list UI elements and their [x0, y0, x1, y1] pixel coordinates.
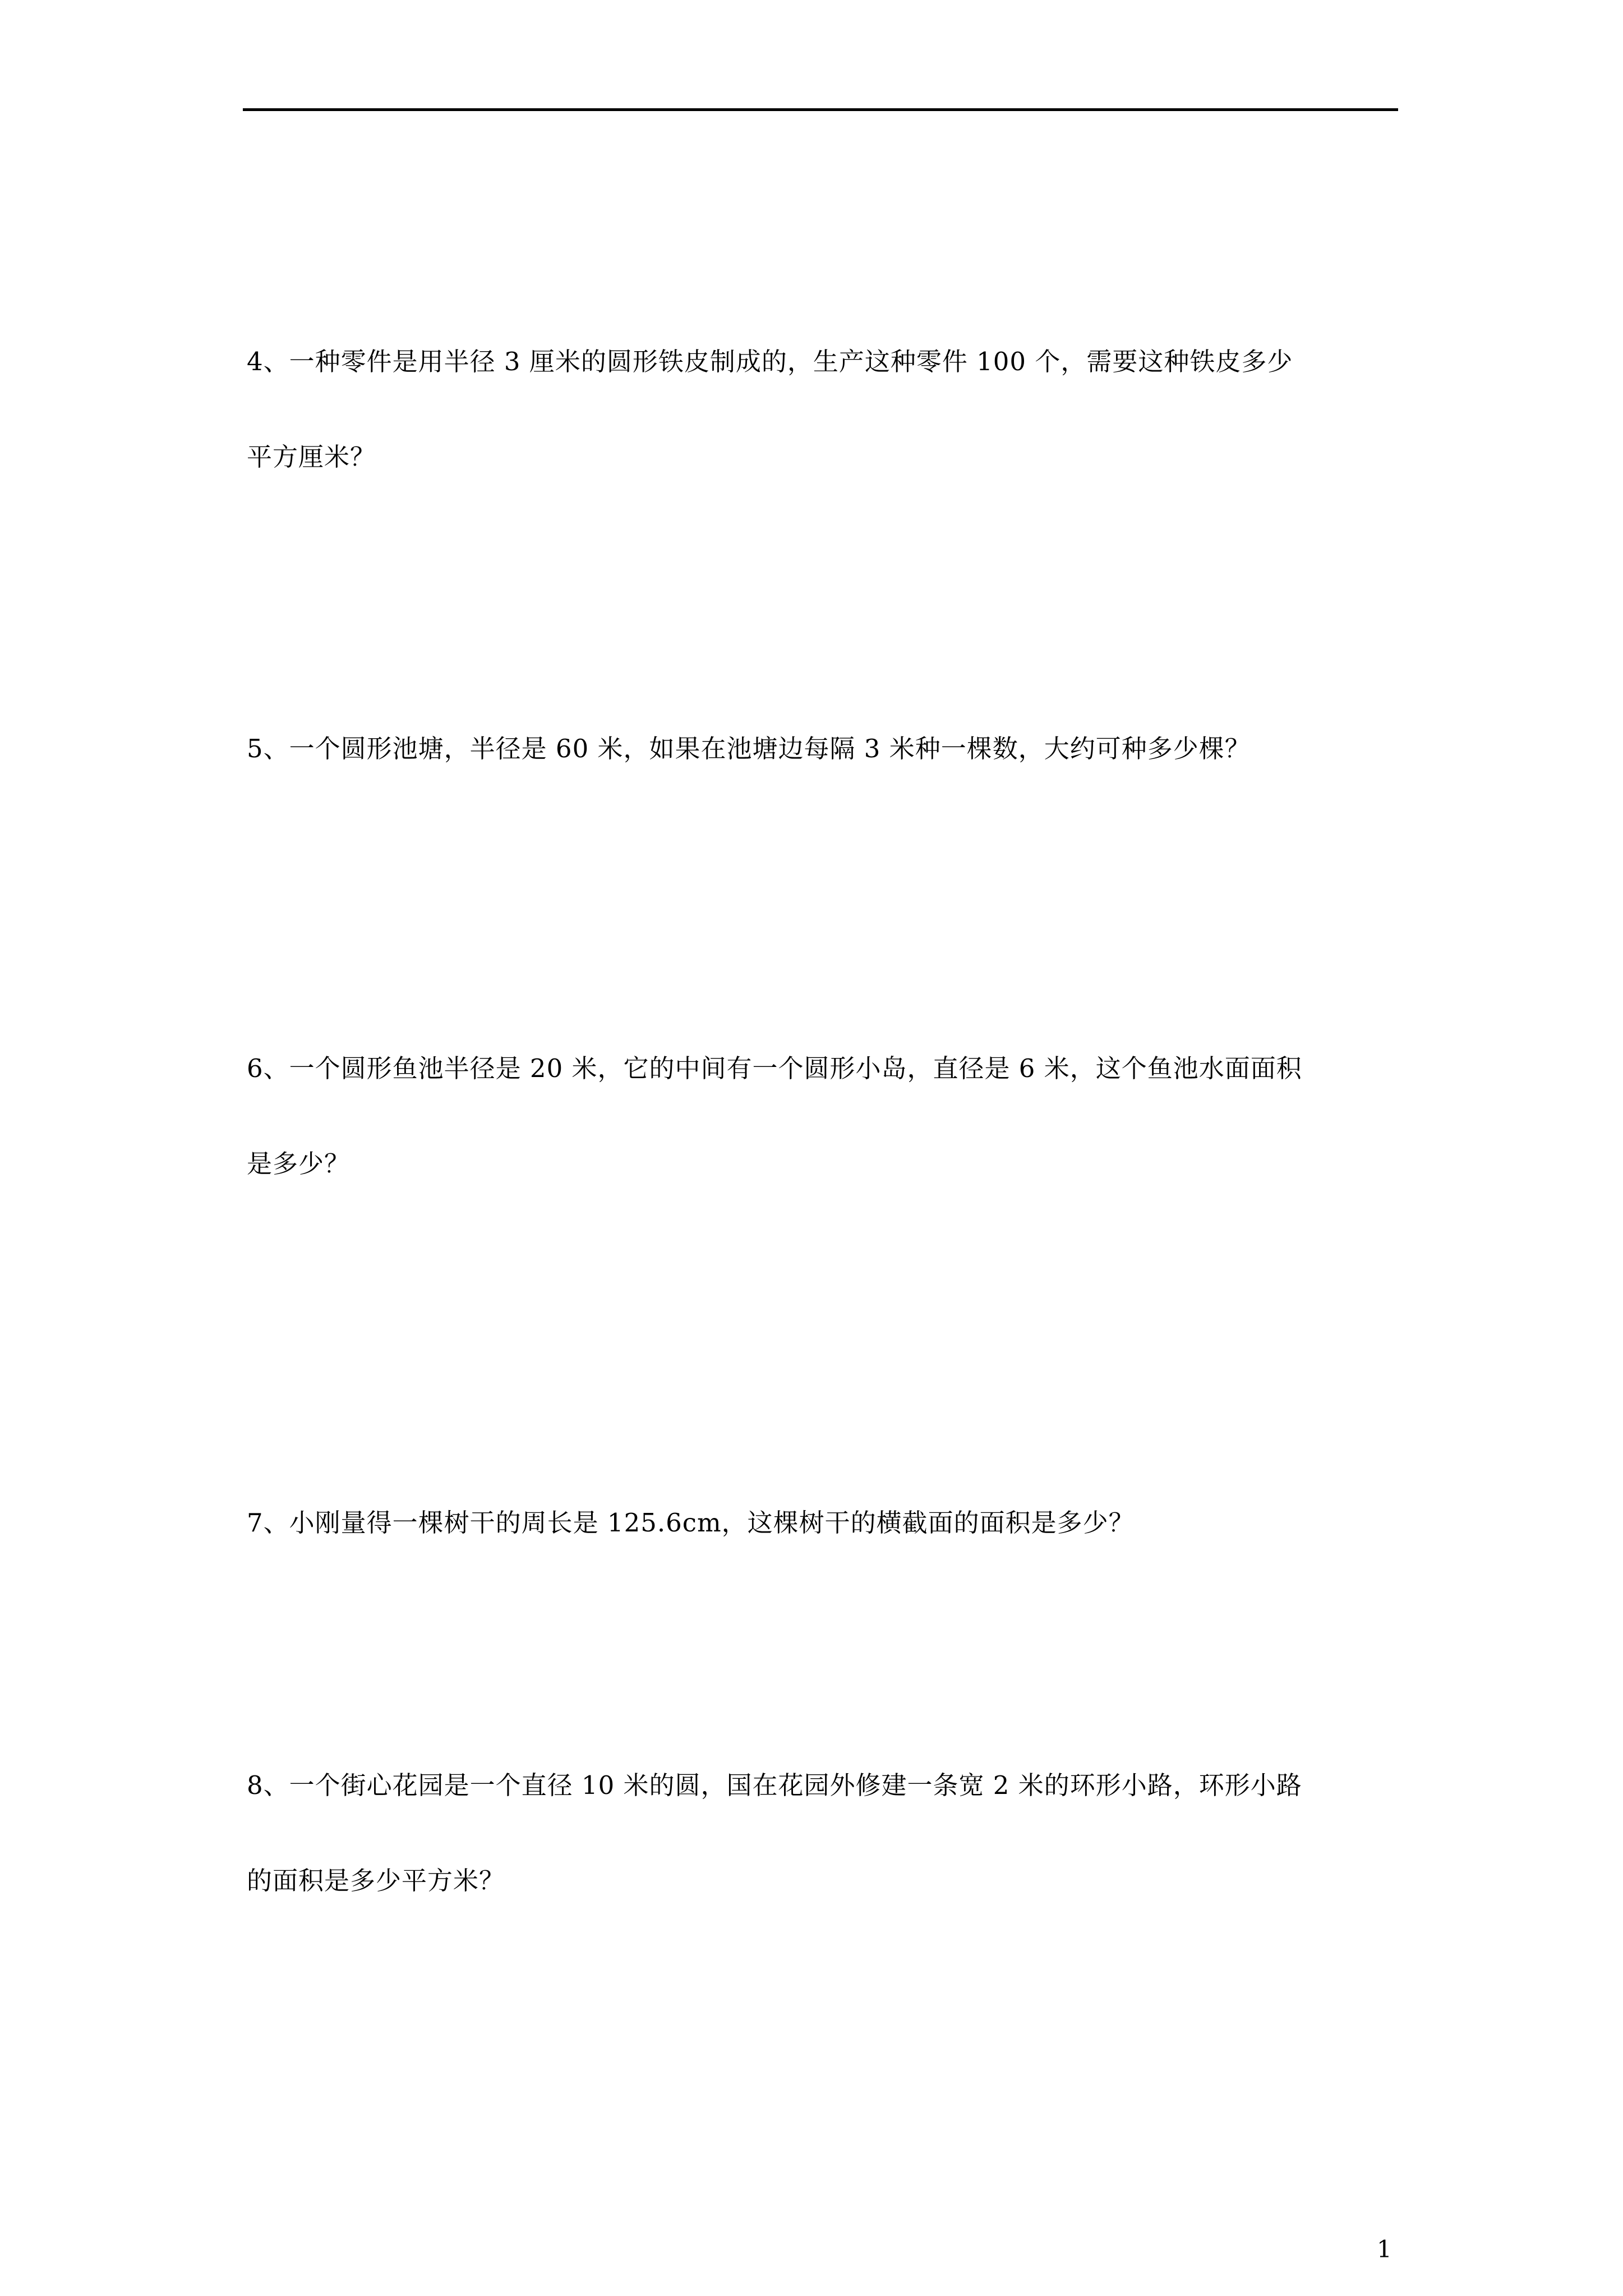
question-8-line-2: 的面积是多少平方米？	[247, 1866, 505, 1895]
question-4	[247, 314, 1396, 505]
question-8	[247, 1738, 1396, 1929]
question-4-line-2: 平方厘米？	[247, 442, 376, 472]
question-5-line-1: 5、一个圆形池塘，半径是 60 米，如果在池塘边每隔 3 米种一棵数，大约可种多少棵？	[247, 734, 1251, 763]
question-7-line-1: 7、小刚量得一棵树干的周长是 125.6cm，这棵树干的横截面的面积是多少？	[247, 1508, 1135, 1538]
question-6-line-1: 6、一个圆形鱼池半径是 20 米，它的中间有一个圆形小岛，直径是 6 米，这个鱼池水面面积	[247, 1053, 1302, 1083]
page-number: 1	[1377, 2235, 1392, 2263]
header-rule	[243, 108, 1398, 111]
question-7	[247, 1475, 1396, 1571]
question-4-line-1: 4、一种零件是用半径 3 厘米的圆形铁皮制成的，生产这种零件 100 个，需要这种铁皮多少	[247, 347, 1293, 376]
question-5	[247, 701, 1396, 797]
question-8-line-1: 8、一个街心花园是一个直径 10 米的圆，国在花园外修建一条宽 2 米的环形小路，环形小路	[247, 1770, 1302, 1800]
question-6-line-2: 是多少？	[247, 1149, 351, 1179]
question-6	[247, 1021, 1396, 1212]
